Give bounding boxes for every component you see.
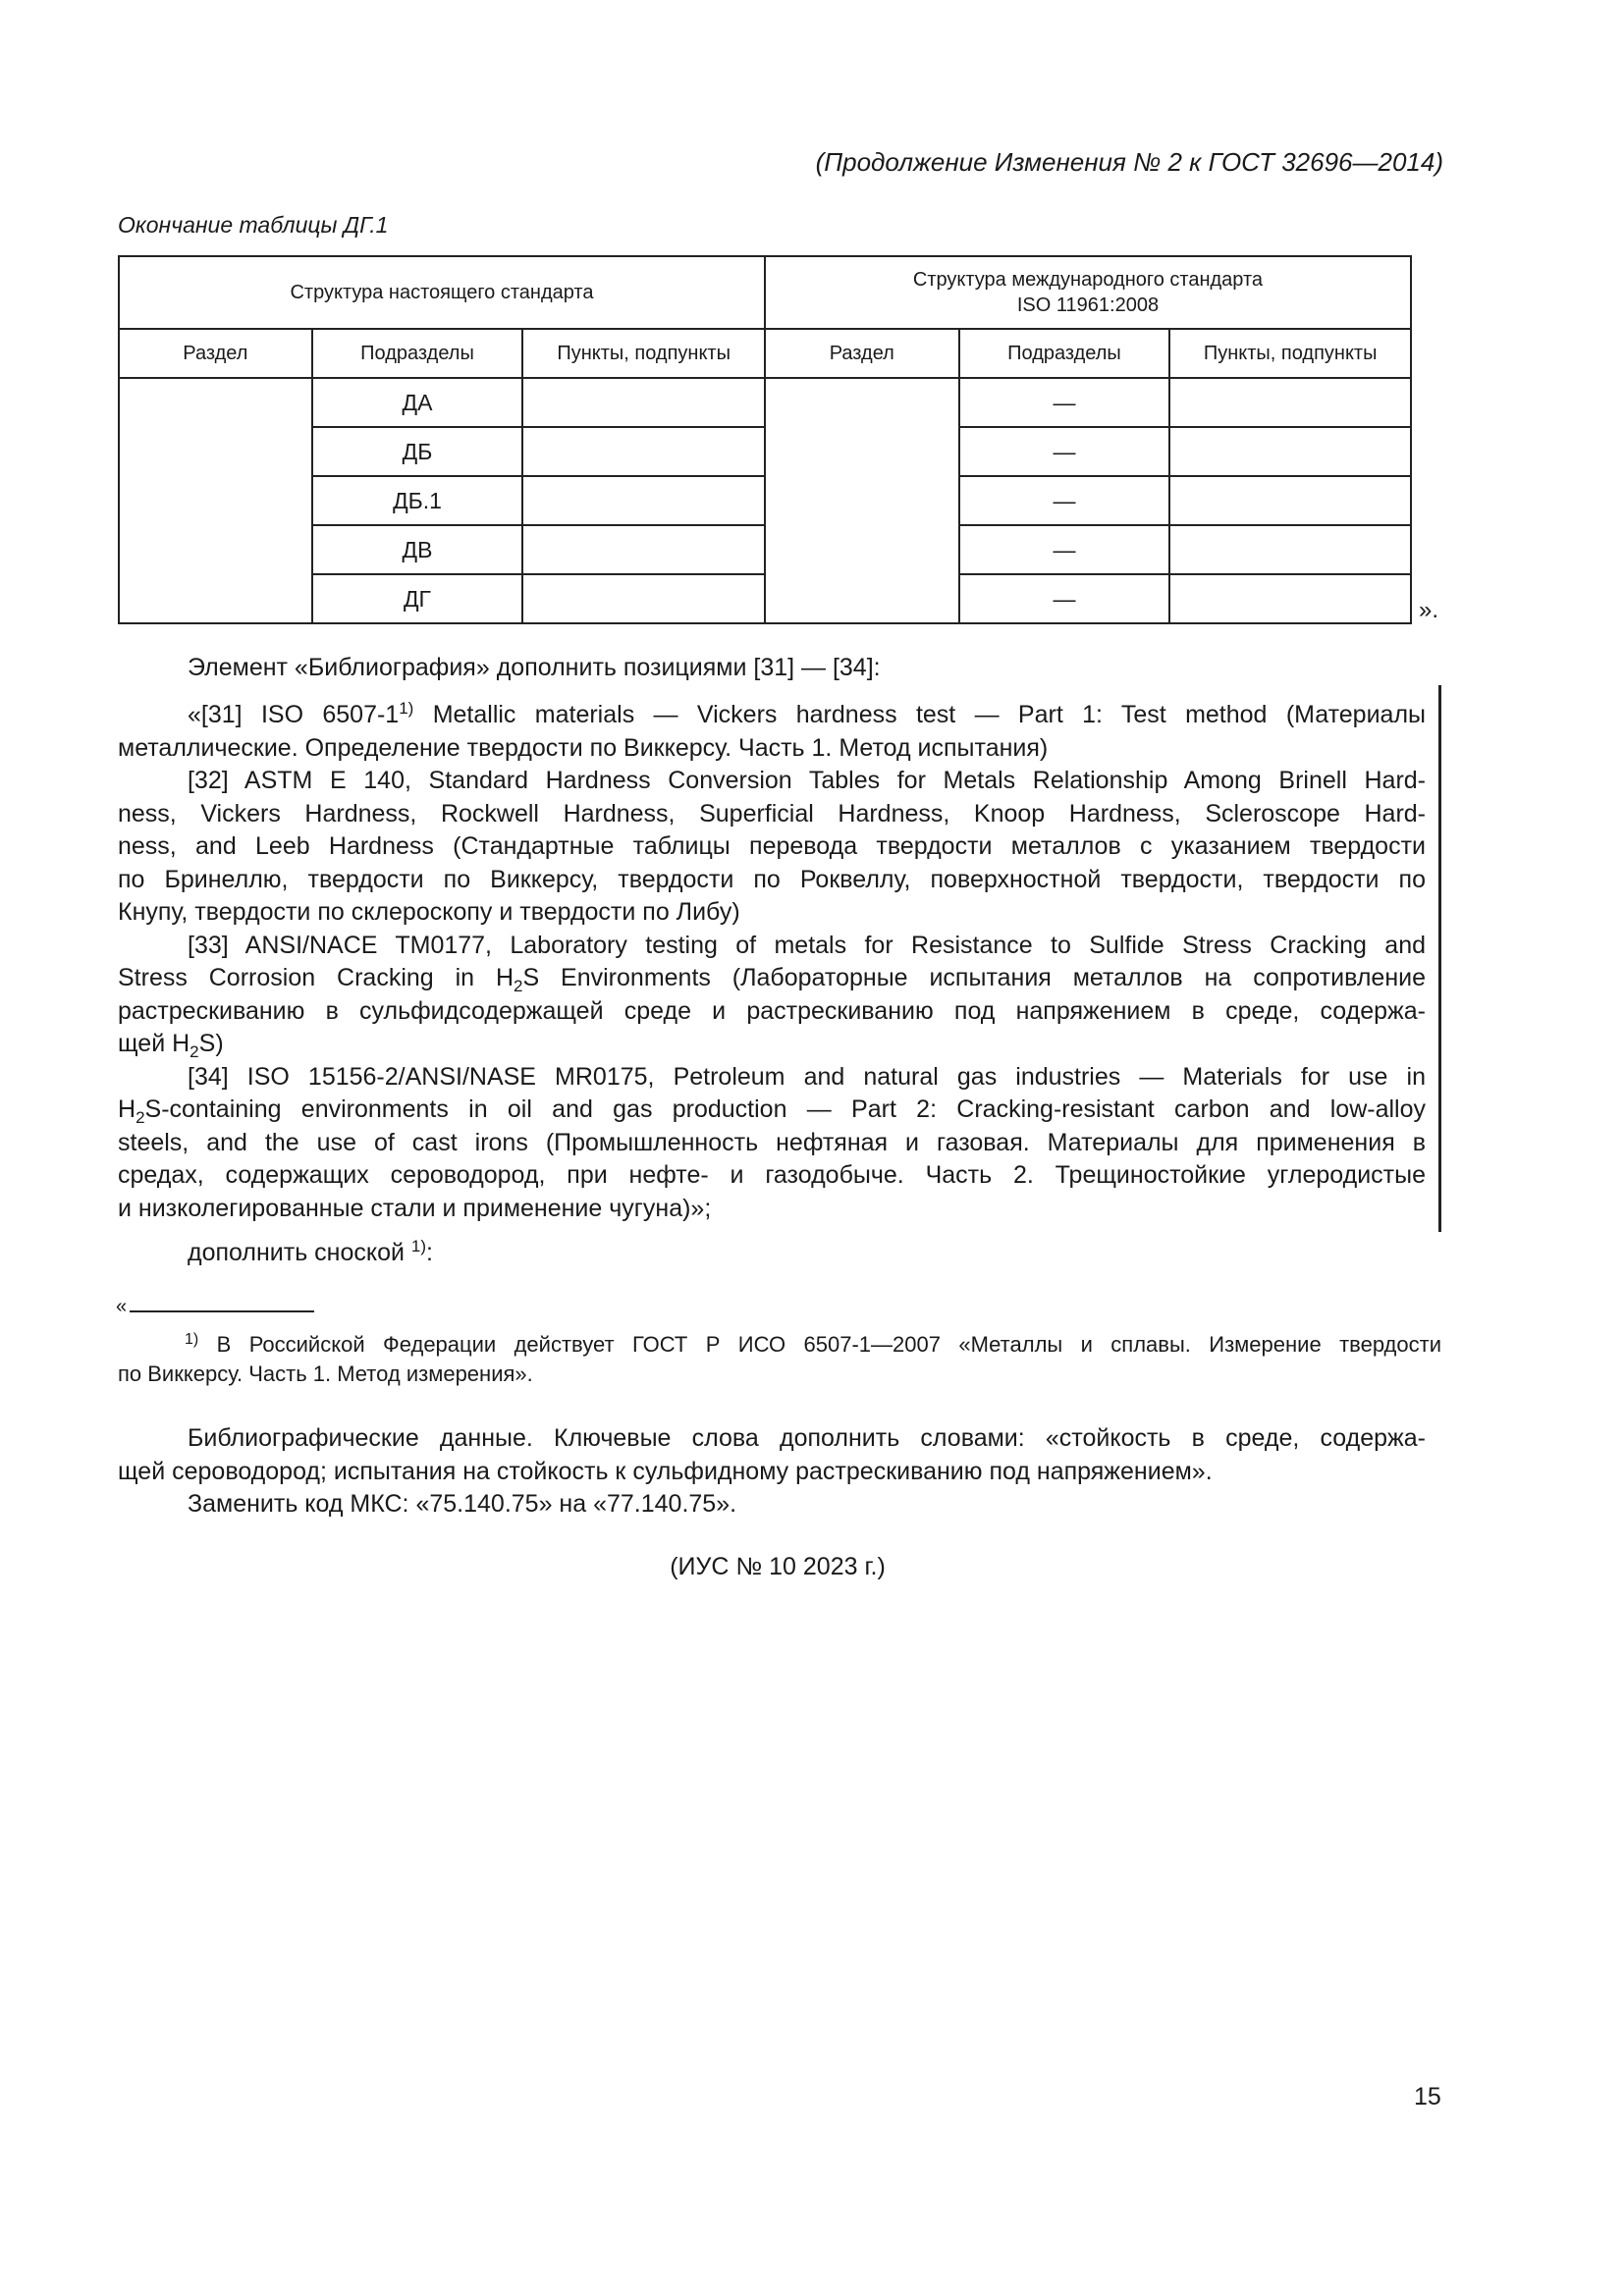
intro-paragraph: Элемент «Библиография» дополнить позициями [31] — [34]: [188, 654, 881, 681]
cell-subsection: ДБ [312, 427, 523, 476]
bib-line: металлические. Определение твердости по Виккерсу. Часть 1. Метод испытания) [118, 733, 1049, 762]
keywords-line: Библиографические данные. Ключевые слова дополнить словами: «стойкость в среде, содержа- [188, 1424, 1426, 1452]
column-header: Подразделы [959, 329, 1170, 378]
cell-intl-subsection: — [959, 574, 1170, 623]
cell-intl-clauses [1169, 525, 1411, 574]
footnote-intro: дополнить сноской $^{1)}$: [188, 1237, 433, 1266]
bib-line: Stress Corrosion Cracking in $H_2S$ Environments (Лабораторные испытания металлов на сопротивление [118, 964, 1426, 995]
cell-intl-clauses [1169, 574, 1411, 623]
cell-clauses [522, 574, 765, 623]
group-header-national: Структура настоящего стандарта [119, 256, 765, 329]
cell-clauses [522, 476, 765, 525]
bib-line: [33] ANSI/NACE TM0177, Laboratory testing of metals for Resistance to Sulfide Stress Cracking and [188, 931, 1426, 959]
ius-reference: (ИУС № 10 2023 г.) [670, 1553, 886, 1580]
bib-line: средах, содержащих сероводород, при нефте- и газодобыче. Часть 2. Трещиностойкие углеродистые [118, 1161, 1426, 1189]
page-number: 15 [1414, 2083, 1441, 2110]
bib-line: $H_2S$-containing environments in oil and gas production — Part 2: Cracking-resistant carbon and low-alloy [118, 1095, 1426, 1127]
footnote-line: по Виккерсу. Часть 1. Метод измерения». [118, 1362, 533, 1386]
group-header-international: Структура международного стандарта ISO 11961:2008 [765, 256, 1411, 329]
cell-intl-clauses [1169, 476, 1411, 525]
keywords-line: щей сероводород; испытания на стойкость к сульфидному растрескиванию под напряжением». [118, 1457, 1213, 1485]
cell-clauses [522, 378, 765, 427]
bib-line: растрескиванию в сульфидсодержащей среде и растрескиванию под напряжением в среде, содержа- [118, 996, 1426, 1025]
cell-intl-subsection: — [959, 427, 1170, 476]
cell-subsection: ДА [312, 378, 523, 427]
footnote-rule [130, 1310, 314, 1312]
cell-intl-subsection: — [959, 525, 1170, 574]
bib-line: [34] ISO 15156-2/ANSI/NASE MR0175, Petroleum and natural gas industries — Materials for use in [188, 1062, 1426, 1091]
cell-subsection: ДВ [312, 525, 523, 574]
column-header: Пункты, подпункты [1169, 329, 1411, 378]
cell-intl-subsection: — [959, 476, 1170, 525]
cell-intl-clauses [1169, 427, 1411, 476]
footnote-mark: 1) [185, 1331, 199, 1348]
footnote-line: $^{1)}$ В Российской Федерации действует ГОСТ Р ИСО 6507-1—2007 «Металлы и сплавы. Измерение твердости [185, 1331, 1441, 1357]
column-header: Подразделы [312, 329, 523, 378]
cell-intl-subsection: — [959, 378, 1170, 427]
table-closing-quote: ». [1419, 597, 1439, 623]
bib-line: «[31] ISO 6507-1$^{1)}$ Metallic materials — Vickers hardness test — Part 1: Test method (Материалы [188, 699, 1427, 728]
footnote-open-quote: « [116, 1296, 128, 1317]
change-bar [1438, 685, 1441, 1232]
mks-code-change: Заменить код МКС: «75.140.75» на «77.140.75». [188, 1490, 737, 1518]
bib-line: steels, and the use of cast irons (Промышленность нефтяная и газовая. Материалы для применения в [118, 1128, 1426, 1156]
footnote-ref: 1) [399, 699, 414, 718]
bib-line: по Бринеллю, твердости по Виккерсу, твердости по Роквеллу, поверхностной твердости, твердости по [118, 865, 1426, 893]
column-header: Раздел [765, 329, 959, 378]
bib-line: ness, and Leeb Hardness (Стандартные таблицы перевода твердости металлов с указанием твердости [118, 832, 1426, 860]
column-header: Пункты, подпункты [522, 329, 765, 378]
bib-line: ness, Vickers Hardness, Rockwell Hardness, Superficial Hardness, Knoop Hardness, Scleroscope Hard- [118, 799, 1426, 828]
running-header: (Продолжение Изменения № 2 к ГОСТ 32696—2014) [815, 147, 1443, 177]
bib-line: и низколегированные стали и применение чугуна)»; [118, 1194, 712, 1222]
cell-clauses [522, 525, 765, 574]
column-header: Раздел [119, 329, 312, 378]
cell-clauses [522, 427, 765, 476]
cell-intl-clauses [1169, 378, 1411, 427]
structure-table [118, 255, 1412, 624]
bib-line: [32] ASTM E 140, Standard Hardness Conversion Tables for Metals Relationship Among Brinell Hard- [188, 767, 1426, 794]
bib-line: Кнупу, твердости по склероскопу и твердости по Либу) [118, 898, 740, 926]
bib-line: щей $H_2S$) [118, 1030, 224, 1061]
cell-section [119, 378, 312, 623]
table-caption: Окончание таблицы ДГ.1 [118, 212, 389, 238]
cell-subsection: ДБ.1 [312, 476, 523, 525]
table-row [119, 378, 1411, 427]
cell-intl-section [765, 378, 959, 623]
cell-subsection: ДГ [312, 574, 523, 623]
